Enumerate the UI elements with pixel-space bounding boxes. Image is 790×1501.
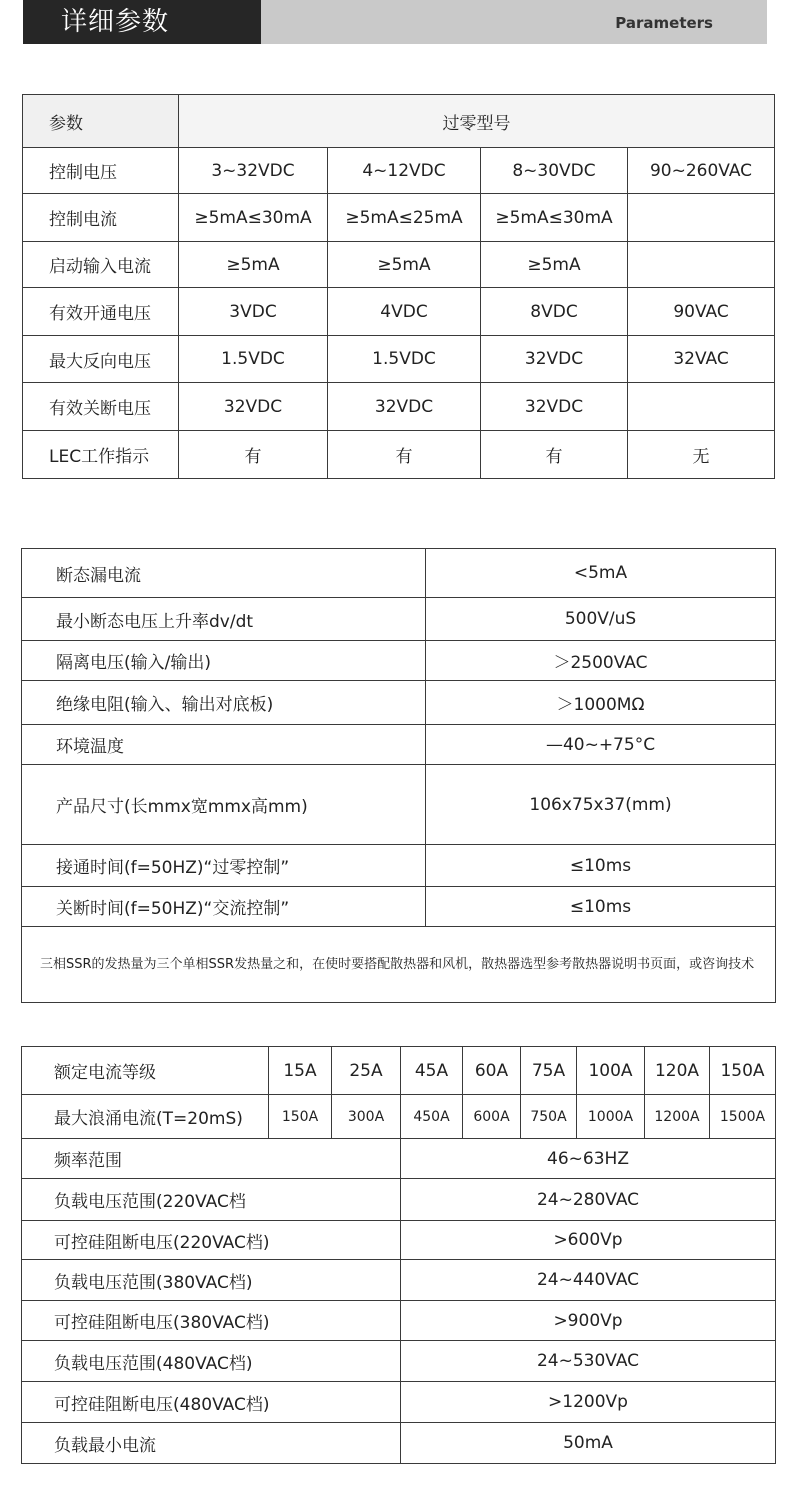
surge-current-row (22, 1095, 776, 1139)
table-cell: 4~12VDC (328, 148, 481, 194)
table-cell: 1000A (577, 1095, 645, 1139)
table-cell: 32VAC (628, 336, 775, 383)
table-cell: ≤10ms (426, 845, 776, 887)
table-cell: 45A (401, 1047, 463, 1095)
row-label: 最小断态电压上升率dv/dt (22, 598, 426, 641)
table-row (22, 887, 776, 927)
table-cell: 150A (710, 1047, 776, 1095)
table-row (23, 431, 775, 479)
table-cell: 1500A (710, 1095, 776, 1139)
table-cell: 75A (521, 1047, 577, 1095)
table-cell: 50mA (401, 1423, 776, 1464)
table-cell: 24~440VAC (401, 1260, 776, 1301)
table-cell: <5mA (426, 549, 776, 598)
row-label: 启动输入电流 (23, 242, 179, 288)
table-cell: 24~280VAC (401, 1179, 776, 1221)
row-label: 绝缘电阻(输入、输出对底板) (22, 681, 426, 725)
row-label: 额定电流等级 (22, 1047, 269, 1095)
table-row (22, 1341, 776, 1382)
table-cell: 120A (645, 1047, 710, 1095)
table-cell: >600Vp (401, 1221, 776, 1260)
table-row (22, 725, 776, 765)
table-cell: 450A (401, 1095, 463, 1139)
table-row (22, 1179, 776, 1221)
table-cell: ≥5mA (481, 242, 628, 288)
table-cell: 32VDC (481, 383, 628, 431)
table-cell: ＞1000MΩ (426, 681, 776, 725)
row-label: 负载最小电流 (22, 1423, 401, 1464)
control-parameters-table (22, 94, 775, 479)
table-cell: 无 (628, 431, 775, 479)
table-cell: 600A (463, 1095, 521, 1139)
table-cell: 1.5VDC (328, 336, 481, 383)
table-cell: 8~30VDC (481, 148, 628, 194)
table-cell: 106x75x37(mm) (426, 765, 776, 845)
row-label: 最大浪涌电流(T=20mS) (22, 1095, 269, 1139)
table-cell: 4VDC (328, 288, 481, 336)
table-row (22, 1221, 776, 1260)
table-row (22, 1423, 776, 1464)
row-label: 频率范围 (22, 1139, 401, 1179)
table-cell: 750A (521, 1095, 577, 1139)
table-cell: ≤10ms (426, 887, 776, 927)
table-cell: 15A (269, 1047, 332, 1095)
row-label: 断态漏电流 (22, 549, 426, 598)
table-row (22, 1260, 776, 1301)
general-parameters-table (21, 548, 776, 1003)
table-cell: 25A (332, 1047, 401, 1095)
table-row (23, 148, 775, 194)
table-cell: 90VAC (628, 288, 775, 336)
table-cell: 3~32VDC (179, 148, 328, 194)
table-cell: 60A (463, 1047, 521, 1095)
table-row (23, 194, 775, 242)
section-header (23, 0, 767, 44)
table-row (22, 549, 776, 598)
table-cell: 90~260VAC (628, 148, 775, 194)
row-label: 最大反向电压 (23, 336, 179, 383)
table-cell: 300A (332, 1095, 401, 1139)
table-cell: 24~530VAC (401, 1341, 776, 1382)
table-row (22, 1139, 776, 1179)
table-cell: ≥5mA≤30mA (179, 194, 328, 242)
table-cell: 1.5VDC (179, 336, 328, 383)
table-cell: —40~+75°C (426, 725, 776, 765)
table-cell: 32VDC (481, 336, 628, 383)
table-cell: 500V/uS (426, 598, 776, 641)
table-cell: ≥5mA (328, 242, 481, 288)
row-label: 可控硅阻断电压(480VAC档) (22, 1382, 401, 1423)
row-label: 控制电压 (23, 148, 179, 194)
table-cell: >1200Vp (401, 1382, 776, 1423)
row-label: 负载电压范围(220VAC档 (22, 1179, 401, 1221)
row-label: 控制电流 (23, 194, 179, 242)
table-cell: ≥5mA≤25mA (328, 194, 481, 242)
table-cell: 32VDC (179, 383, 328, 431)
table-cell (628, 383, 775, 431)
row-label: LEC工作指示 (23, 431, 179, 479)
row-label: 有效开通电压 (23, 288, 179, 336)
row-label: 有效关断电压 (23, 383, 179, 431)
table-cell: >900Vp (401, 1301, 776, 1341)
table-row (22, 1382, 776, 1423)
param-header-label: 参数 (23, 95, 179, 148)
current-rating-table (21, 1046, 776, 1464)
section-subtitle: Parameters (261, 0, 767, 44)
table-cell: 有 (481, 431, 628, 479)
section-title: 详细参数 (23, 0, 261, 44)
table-cell: 3VDC (179, 288, 328, 336)
table-row (23, 242, 775, 288)
table-cell: 8VDC (481, 288, 628, 336)
table-row (22, 681, 776, 725)
table-header-row (23, 95, 775, 148)
table-cell: 46~63HZ (401, 1139, 776, 1179)
table-row (23, 383, 775, 431)
table-row (23, 288, 775, 336)
table-row (22, 641, 776, 681)
rated-current-row (22, 1047, 776, 1095)
table-cell: 150A (269, 1095, 332, 1139)
table-row (22, 598, 776, 641)
table-row (22, 845, 776, 887)
table-row (22, 765, 776, 845)
table-cell (628, 242, 775, 288)
row-label: 关断时间(f=50HZ)“交流控制” (22, 887, 426, 927)
table-row (23, 336, 775, 383)
row-label: 隔离电压(输入/输出) (22, 641, 426, 681)
note-row (22, 927, 776, 1003)
table-cell: 有 (179, 431, 328, 479)
table-cell: 32VDC (328, 383, 481, 431)
table-cell: ≥5mA (179, 242, 328, 288)
table-cell: ≥5mA≤30mA (481, 194, 628, 242)
row-label: 负载电压范围(380VAC档) (22, 1260, 401, 1301)
table-row (22, 1301, 776, 1341)
row-label: 负载电压范围(480VAC档) (22, 1341, 401, 1382)
row-label: 产品尺寸(长mmx宽mmx高mm) (22, 765, 426, 845)
table-cell: 有 (328, 431, 481, 479)
table-cell (628, 194, 775, 242)
zero-cross-model-header: 过零型号 (179, 95, 775, 148)
row-label: 可控硅阻断电压(380VAC档) (22, 1301, 401, 1341)
table-cell: 1200A (645, 1095, 710, 1139)
row-label: 接通时间(f=50HZ)“过零控制” (22, 845, 426, 887)
row-label: 可控硅阻断电压(220VAC档) (22, 1221, 401, 1260)
row-label: 环境温度 (22, 725, 426, 765)
heat-dissipation-note: 三相SSR的发热量为三个单相SSR发热量之和，在使时要搭配散热器和风机，散热器选型参考散热器说明书页面，或咨询技术 (22, 927, 776, 1003)
table-cell: 100A (577, 1047, 645, 1095)
table-cell: ＞2500VAC (426, 641, 776, 681)
